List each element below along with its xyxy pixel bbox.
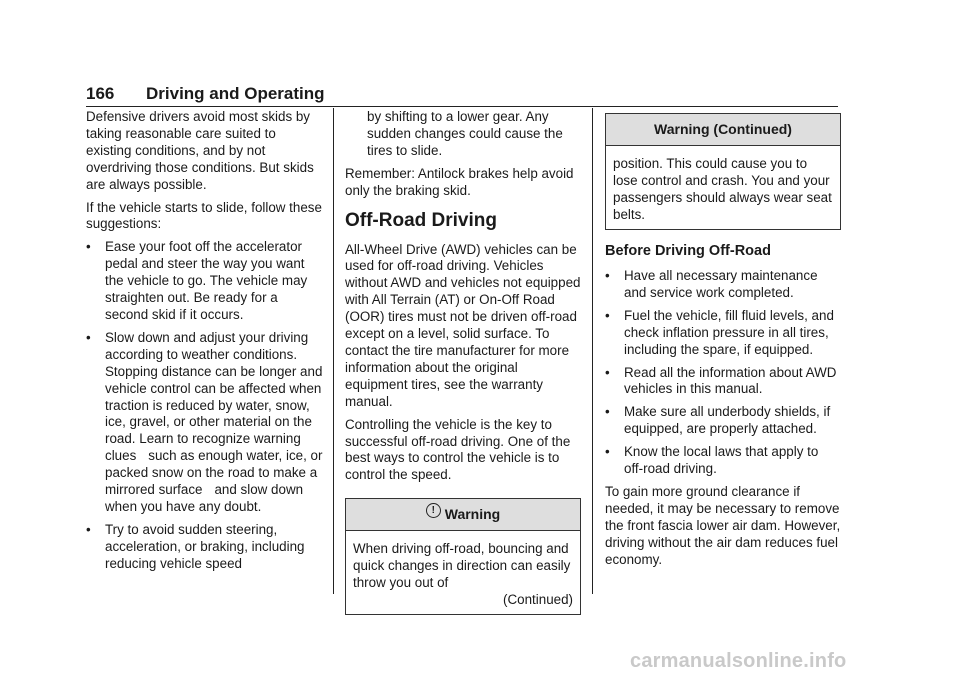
list-item-text: Read all the information about AWD vehicles in this manual. [624, 364, 837, 397]
warning-text: position. This could cause you to lose control and crash. You and your passengers should always wear seat belts. [613, 156, 832, 222]
warning-body [346, 531, 580, 614]
bullet: • [605, 307, 610, 323]
page-number: 166 [86, 84, 115, 103]
list-item-text: Make sure all underbody shields, if equipped, are properly attached. [624, 404, 831, 437]
warning-title: Warning [444, 506, 501, 523]
page-header [86, 84, 838, 107]
paragraph: To gain more ground clearance if needed, it may be necessary to remove the front fascia lower air dam. However, driving without the air dam reduces fuel economy. [605, 483, 841, 567]
section-heading: Before Driving Off-Road [605, 243, 771, 259]
bullet: • [605, 404, 610, 420]
column-divider [592, 108, 593, 594]
warning-box [345, 498, 581, 615]
bullet: • [605, 268, 610, 283]
bullet-list [605, 268, 841, 478]
list-item [86, 330, 324, 516]
list-item [86, 239, 324, 324]
watermark: carmanualsonline.info [630, 650, 847, 672]
section-heading: Off-Road Driving [345, 209, 497, 231]
warning-title: Warning (Continued) [654, 121, 792, 138]
column-divider [333, 108, 334, 594]
bullet: • [86, 329, 91, 345]
paragraph: Remember: Antilock brakes help avoid only the braking skid. [345, 165, 574, 198]
list-item [605, 308, 841, 359]
bullet-list [86, 239, 324, 572]
warning-header [346, 499, 580, 531]
list-item-text: Have all necessary maintenance and service work completed. [624, 268, 818, 300]
paragraph: Controlling the vehicle is the key to successful off-road driving. One of the best ways to control the vehicle is to control the speed. [345, 416, 571, 483]
warning-header [606, 114, 840, 146]
warning-text: When driving off-road, bouncing and quick changes in direction can easily throw you out of [353, 541, 571, 591]
list-item-text: and slow down when you have any doubt. [105, 482, 304, 514]
list-item [605, 365, 841, 399]
list-item-text: Fuel the vehicle, fill fluid levels, and check inflation pressure in all tires, including the spare, if equipped. [624, 307, 834, 357]
warning-body [606, 146, 840, 229]
list-item [605, 444, 841, 478]
column-1 [86, 109, 324, 579]
list-item [86, 522, 324, 573]
list-item-text: Slow down and adjust your driving according to weather conditions. Stopping distance can be longer and vehicle control can be affected when traction is reduced by water, snow, ice, gravel, or other material on the road. Learn to recognize warning clues [105, 329, 323, 464]
paragraph: All-Wheel Drive (AWD) vehicles can be used for off-road driving. Vehicles without AWD and vehicles not equipped with All Terrain (AT) or On-Off Road (OOR) tires must not be driven off-road except on a level, solid surface. To contact the tire manufacturer for more information about the original equipment tires, see the warranty manual. [345, 241, 581, 409]
paragraph: If the vehicle starts to slide, follow these suggestions: [86, 199, 322, 232]
continued-label: (Continued) [503, 592, 573, 608]
bullet: • [86, 521, 91, 537]
list-item-text: Know the local laws that apply to off-road driving. [624, 444, 819, 477]
bullet: • [605, 364, 610, 380]
list-item-text: Try to avoid sudden steering, acceleration, or braking, including reducing vehicle speed [105, 521, 305, 571]
warning-icon: ! [426, 503, 441, 518]
list-item-text: Ease your foot off the accelerator pedal and steer the way you want the vehicle to go. The vehicle may straighten out. Be ready for a second skid if it occurs. [105, 239, 308, 322]
continued-text: by shifting to a lower gear. Any sudden changes could cause the tires to slide. [367, 109, 563, 158]
bullet: • [86, 239, 91, 255]
warning-box-continued [605, 113, 841, 230]
column-3 [605, 109, 841, 575]
bullet: • [605, 444, 610, 460]
list-item [605, 404, 841, 438]
list-item-text: such as enough water, ice, or packed snow on the road to make a mirrored surface [105, 448, 323, 498]
list-item [605, 268, 841, 302]
section-title: Driving and Operating [146, 84, 325, 103]
paragraph: Defensive drivers avoid most skids by taking reasonable care suited to existing conditions, and by not overdriving those conditions. But skids are always possible. [86, 109, 314, 192]
column-2 [345, 109, 581, 615]
